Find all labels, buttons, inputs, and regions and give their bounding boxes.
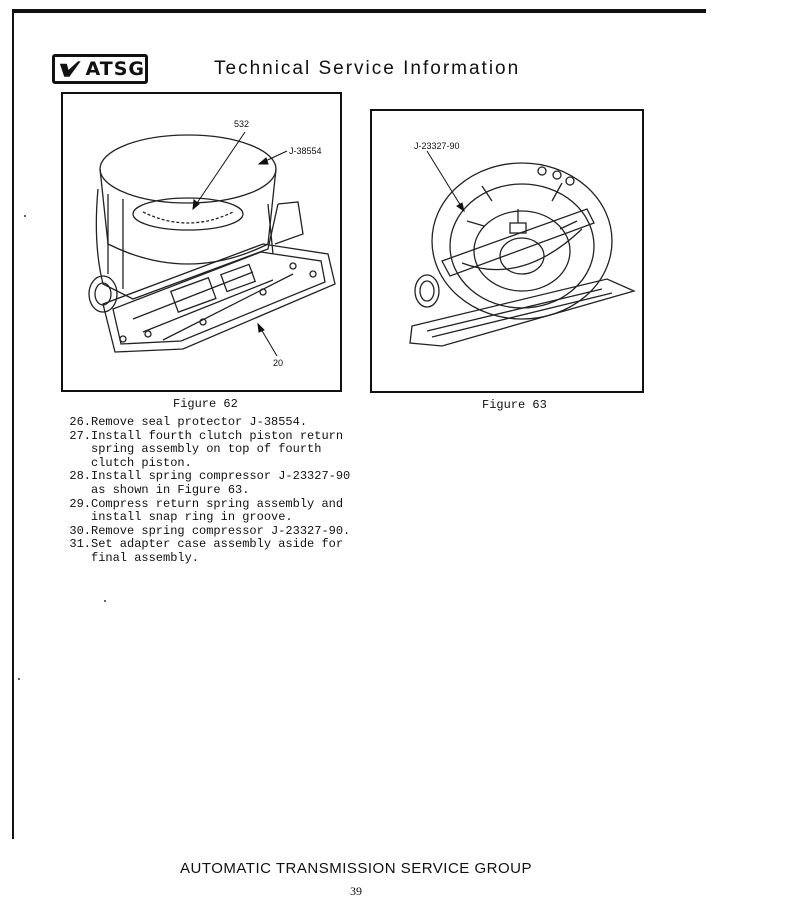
step-item bbox=[64, 430, 351, 471]
step-item bbox=[64, 469, 358, 497]
step-number: 30. bbox=[69, 523, 91, 538]
procedure-steps bbox=[64, 415, 358, 566]
callout-20: 20 bbox=[273, 358, 284, 368]
callout-j-38554: J-38554 bbox=[289, 146, 322, 156]
step-number: 26. bbox=[69, 415, 91, 429]
step-text: Remove seal protector J-38554. bbox=[91, 415, 308, 429]
step-text: Remove spring compressor J-23327-90. bbox=[91, 523, 351, 538]
figure-63-caption: Figure 63 bbox=[482, 398, 547, 412]
scan-speck bbox=[18, 678, 20, 680]
step-number: 28. bbox=[69, 469, 91, 484]
callout-532: 532 bbox=[234, 119, 250, 129]
step-item bbox=[64, 498, 351, 525]
page-number: 39 bbox=[350, 884, 362, 898]
top-border-rule bbox=[12, 9, 706, 13]
step-number: 27. bbox=[69, 428, 91, 443]
left-border-rule bbox=[12, 9, 14, 839]
step-number: 29. bbox=[69, 496, 91, 511]
step-text: Compress return spring assembly and install snap ring in groove. bbox=[91, 496, 351, 525]
checkmark-icon bbox=[59, 59, 82, 79]
figure-63-frame bbox=[370, 109, 644, 393]
step-item bbox=[64, 525, 351, 539]
step-number: 31. bbox=[69, 537, 91, 552]
footer-org-name: AUTOMATIC TRANSMISSION SERVICE GROUP bbox=[180, 860, 532, 877]
step-text: Install spring compressor J-23327-90 as shown in Figure 63. bbox=[91, 469, 358, 497]
header-title: Technical Service Information bbox=[214, 58, 521, 79]
callout-j-23327-90: J-23327-90 bbox=[414, 141, 460, 151]
scan-speck bbox=[104, 600, 106, 602]
step-item bbox=[64, 416, 351, 430]
step-item bbox=[64, 538, 351, 565]
step-text: Set adapter case assembly aside for final assembly. bbox=[91, 537, 351, 565]
step-text: Install fourth clutch piston return spring assembly on top of fourth clutch piston. bbox=[91, 428, 351, 470]
figure-63-illustration bbox=[372, 111, 642, 391]
atsg-logo bbox=[52, 54, 148, 84]
figure-62-frame bbox=[61, 92, 342, 392]
scan-speck bbox=[24, 215, 26, 217]
figure-62-illustration bbox=[63, 94, 340, 390]
logo-text: ATSG bbox=[85, 57, 145, 80]
figure-62-caption: Figure 62 bbox=[173, 397, 238, 411]
